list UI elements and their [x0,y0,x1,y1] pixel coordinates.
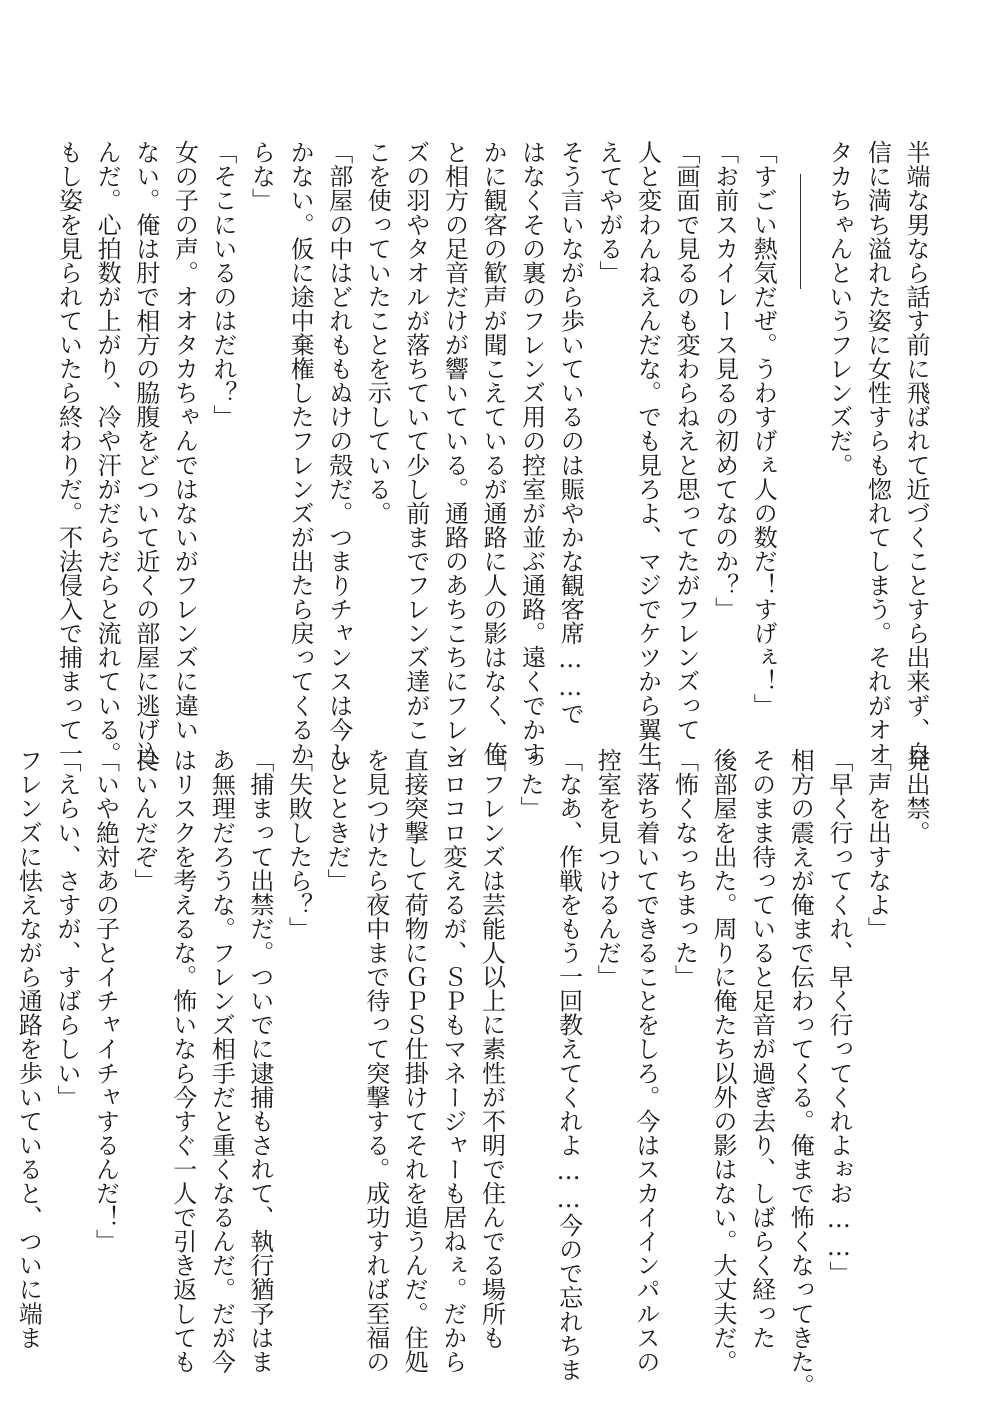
text-line: 控室を見つけるんだ」 [593,748,622,989]
text-column-bottom [14,748,935,1398]
text-line: 「フレンズは芸能人以上に素性が不明で住んでる場所も [477,748,506,1350]
scene-break-rule [800,174,801,289]
text-line: 直接突撃して荷物にＧＰＳ仕掛けてそれを追うんだ。住処 [400,748,429,1374]
text-line: 良いんだぞ」 [130,748,159,893]
text-line: ない。俺は肘で相方の脇腹をどついて近くの部屋に逃げ込 [131,140,160,766]
text-line: かに観客の歓声が聞こえているが通路に人の影はなく、俺 [479,140,508,766]
text-line: 「捕まって出禁だ。ついでに逮捕もされて、執行猶予はま [245,748,274,1374]
text-line: 「すごい熱気だぜ。うわすげぇ人の数だ！すげぇ！」 [749,140,778,718]
scene-break-slot [800,140,801,718]
text-line: はなくその裏のフレンズ用の控室が並ぶ通路。遠くでかす [517,140,546,766]
text-line: 後部屋を出た。周りに俺たち以外の影はない。大丈夫だ。 [709,748,738,1374]
text-line: そのまま待っていると足音が過ぎ去り、しばらく経った [747,748,776,1350]
text-line: もし姿を見られていたら終わりだ。不法侵入で捕まって一 [54,140,83,766]
text-line: コロコロ変えるが、ＳＰもマネージャーも居ねぇ。だから [438,748,467,1374]
text-line: 「部屋の中はどれももぬけの殻だ。つまりチャンスは今し [324,140,353,766]
text-line: そう言いながら歩いているのは賑やかな観客席……で [556,140,585,726]
text-column-top [54,140,935,766]
text-line: 「怖くなっちまった」 [670,748,699,989]
text-line: 「画面で見るのも変わらねえと思ってたがフレンズって [672,140,701,742]
text-line: タカちゃんというフレンズだ。 [824,140,853,477]
text-line: 人と変わんねえんだな。でも見ろよ、マジでケツから翼生 [633,140,662,766]
text-line: 半端な男なら話す前に飛ばれて近づくことすら出来ず、自 [902,140,930,766]
text-line: 「なあ、作戦をもう一回教えてくれよ……今ので忘れちま [554,748,583,1382]
text-line: かない。仮に途中棄権したフレンズが出たら戻ってくるか [286,140,315,766]
text-line: あ無理だろうな。フレンズ相手だと重くなるんだ。だが今 [207,748,236,1374]
text-line: 「えらい、さすが、すばらしい」 [52,748,81,1109]
text-line: えてやがる」 [594,140,623,285]
text-line: はリスクを考えるな。怖いなら今すぐ一人で引き返しても [168,748,197,1374]
text-line: こを使っていたことを示している。 [363,140,392,525]
text-line: んだ。心拍数が上がり、冷や汗がだらだらと流れている。 [93,140,122,766]
text-line: 「声を出すなよ」 [863,748,892,941]
text-line: 相方の震えが俺まで伝わってくる。俺まで怖くなってきた。 [786,748,815,1398]
text-line: フレンズに怯えながら通路を歩いていると、ついに端ま [14,748,43,1350]
text-line: 発出禁。 [902,748,930,845]
text-line: を見つけたら夜中まで待って突撃する。成功すれば至福の [361,748,390,1374]
text-line: と相方の足音だけが響いている。通路のあちこちにフレン [440,140,469,766]
text-line: 信に満ち溢れた姿に女性すらも惚れてしまう。それがオオ [863,140,892,766]
text-line: 女の子の声。オオタカちゃんではないがフレンズに違い [170,140,199,742]
text-line: ズの羽やタオルが落ちていて少し前までフレンズ達がこ [401,140,430,742]
text-line: らな」 [247,140,276,213]
text-line: 「早く行ってくれ、早く行ってくれよぉお……」 [824,748,853,1286]
text-line: 「落ち着いてできることをしろ。今はスカイインパルスの [631,748,660,1374]
text-line: った」 [516,748,545,821]
text-line: 「失敗したら？」 [284,748,313,941]
text-line: ひとときだ」 [323,748,352,893]
text-line: 「お前スカイレース見るの初めてなのか？」 [710,140,739,621]
text-line: 「そこにいるのはだれ？」 [208,140,237,429]
text-line: 「いや絶対あの子とイチャイチャするんだ！」 [91,748,120,1254]
